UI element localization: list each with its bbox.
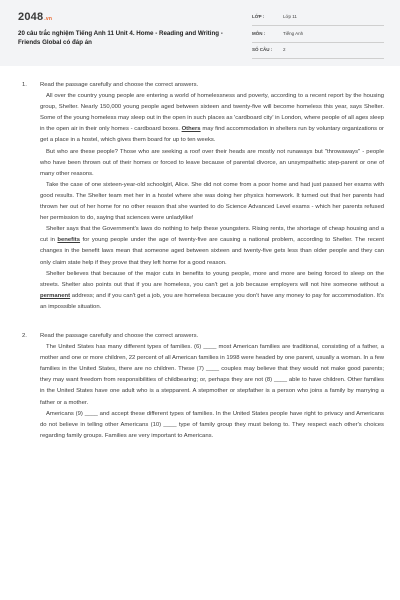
paragraph-text: Shelter believes that because of the major cuts in benefits to young people, more and more are being forced to sleep on the streets. Shelter also points out that if you are homeless, you can't get a job because employers will not hire someone without a [40, 270, 384, 288]
logo-suffix: .vn [44, 16, 53, 22]
passage-paragraph: But who are these people? Those who are seeking a roof over their heads are mostly not runaways but "throwaways" - people who have been thrown out of their homes or forced to leave because of parental divorce, an unsympathetic step-parent or one of many other reasons. [40, 148, 384, 177]
passage-paragraph: Take the case of one sixteen-year-old schoolgirl, Alice. She did not come from a poor home and had just passed her exams with good results. The Shelter team met her in a hostel where she was doing her physics homework. It turned out that her parents had thrown her out of her home for no other reason that she wanted to do Science Advanced Level exams - which her parents refused her permission to do, saying that sciences were unladylike! [40, 181, 384, 222]
meta-class-label: LỚP : [252, 14, 265, 19]
meta-count-label: SỐ CÂU : [252, 47, 273, 52]
meta-divider [252, 58, 384, 59]
paragraph-text: Shelter says that the Government's laws do nothing to help these youngsters. Rising rents, the shortage of cheap housing and a cut in [40, 226, 384, 244]
logo-text: 2048 [18, 11, 44, 23]
page-header [0, 0, 400, 66]
question-1 [22, 80, 384, 313]
question-2 [22, 331, 384, 442]
page-title: 20 câu trắc nghiệm Tiếng Anh 11 Unit 4. Home - Reading and Writing - Friends Global có đáp án [18, 30, 223, 46]
highlighted-word: Others [181, 126, 201, 133]
question-instruction: Read the passage carefully and choose the correct answers. [40, 82, 199, 88]
meta-divider [252, 25, 384, 26]
highlighted-word: permanent [40, 292, 71, 299]
passage-paragraph: The United States has many different types of families. (6) ____ most American families are traditional, consisting of a father, a mother and one or more children, 22 percent of all American families in 1998 were headed by one parent, usually a woman. In a few families in the United States, there are no children. These (7) ____ couples may believe that they would not make good parents; they may want freedom from responsibilities of childbearing; or, perhaps they are not (8) ____ able to have children. Other families in the United States have one adult who is a stepparent. A stepmother or stepfather is a person who joins a family by marrying a father or a mother. [40, 344, 384, 406]
question-instruction: Read the passage carefully and choose the correct answers. [40, 332, 199, 339]
paragraph-text: for young people under the age of twenty-five are causing a national problem, according to Shelter. The recent changes in the benefit laws mean that someone aged between sixteen and twenty-five gets less than older people and they can only claim state help if they prove that they left home for a good reason. [40, 237, 384, 266]
meta-subject-value: Tiếng Anh [283, 31, 304, 36]
paragraph-text: address; and if you can't get a job, you are homeless because you don't have any money to pay for accommodation. It's an impossible situation. [40, 292, 384, 310]
paragraph-text: All over the country young people are entering a world of homelessness and poverty, according to a recent report by the housing group, Shelter. Nearly 150,000 young people aged between sixteen and twenty-five will become homeless this year, says Shelter. Some of the young homeless may sleep out in the open in such places as 'cardboard city' in London, where people of all ages sleep in the open air in their only homes - cardboard boxes. [40, 93, 384, 133]
question-list [22, 80, 384, 442]
question-number: 2. [22, 332, 27, 339]
highlighted-word: benefits [57, 237, 81, 244]
passage-paragraph: Americans (9) ____ and accept these different types of families. In the United States people have right to privacy and Americans do not believe in telling other Americans (10) ____ type of family group they must belong to. They respect each other's choices regarding family groups. Families are very important to Americans. [40, 410, 384, 439]
passage-paragraph [40, 224, 384, 268]
passage-paragraph [40, 91, 384, 146]
paragraph-text: may find accommodation in shelters run by voluntary organizations or get a place in a hostel, which gives them board for up to ten weeks. [40, 126, 385, 144]
site-logo[interactable] [18, 11, 52, 23]
meta-class-value: Lớp 11 [283, 14, 297, 19]
meta-count-value: 2 [283, 47, 286, 52]
passage-paragraph [40, 269, 384, 313]
meta-divider [252, 42, 384, 43]
meta-subject-label: MÔN : [252, 31, 266, 36]
question-number: 1. [22, 82, 27, 88]
